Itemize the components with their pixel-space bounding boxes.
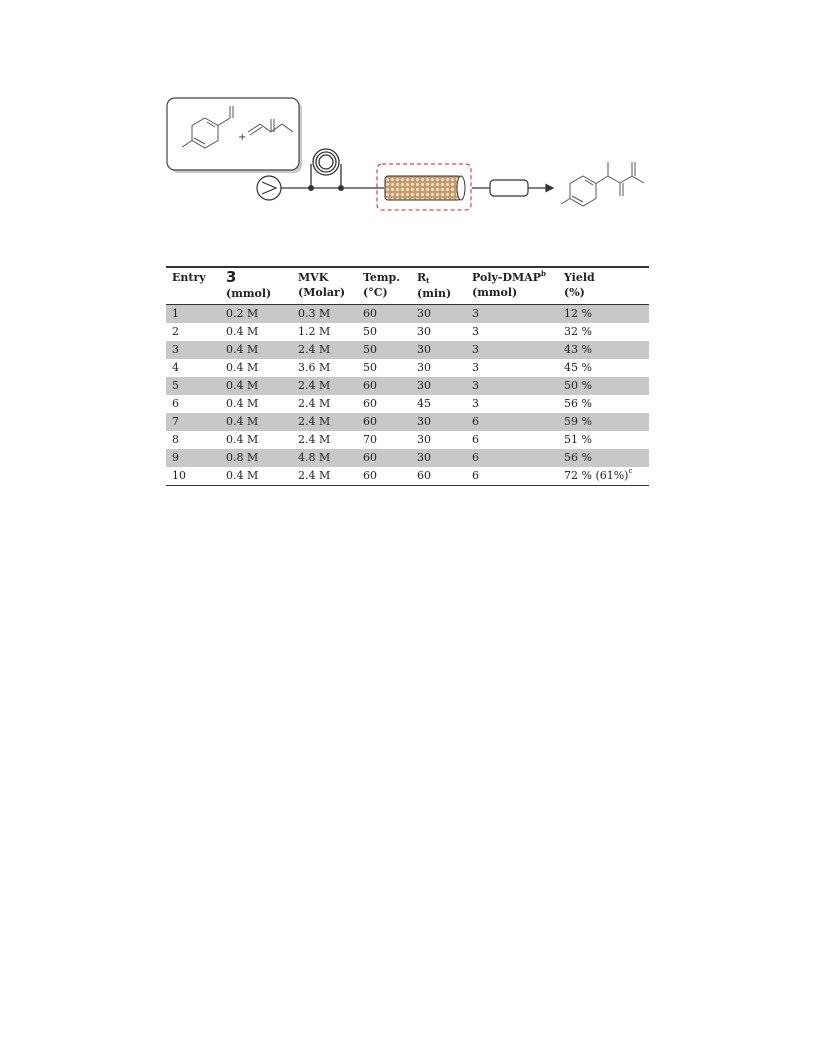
mvk-cell: 3.6 M (298, 361, 331, 374)
header-mvk: MVK (Molar) (298, 271, 346, 299)
header-entry: Entry (172, 271, 206, 284)
yield-cell: 56 % (564, 451, 592, 464)
yield-cell: 45 % (564, 361, 592, 374)
temperature-cell: 60 (363, 397, 377, 410)
temperature-cell: 50 (363, 361, 377, 374)
entry-cell: 8 (172, 433, 179, 446)
table-row (166, 305, 649, 324)
table-row (166, 323, 649, 341)
entry-cell: 2 (172, 325, 179, 338)
entry-cell: 3 (172, 343, 179, 356)
substrate-cell: 0.4 M (226, 379, 259, 392)
entry-cell: 1 (172, 307, 179, 320)
mvk-cell: 2.4 M (298, 415, 331, 428)
mvk-cell: 2.4 M (298, 379, 331, 392)
table-row (166, 341, 649, 359)
header-temperature: Temp. (°C) (363, 271, 401, 299)
yield-cell: 32 % (564, 325, 592, 338)
mvk-cell: 2.4 M (298, 469, 331, 482)
mvk-cell: 4.8 M (298, 451, 331, 464)
poly-dmap-cell: 6 (472, 433, 479, 446)
pump-icon (257, 176, 281, 200)
residence-time-cell: 30 (417, 325, 431, 338)
yield-cell: 59 % (564, 415, 592, 428)
poly-dmap-cell: 3 (472, 397, 479, 410)
yield-cell: 51 % (564, 433, 592, 446)
entry-cell: 5 (172, 379, 179, 392)
header-substrate-3: 3 (mmol) (226, 268, 272, 300)
residence-time-cell: 30 (417, 361, 431, 374)
residence-time-cell: 45 (417, 397, 431, 410)
results-table (166, 266, 649, 486)
table-row (166, 467, 649, 486)
mvk-cell: 2.4 M (298, 343, 331, 356)
mvk-cell: 2.4 M (298, 433, 331, 446)
mvk-cell: 2.4 M (298, 397, 331, 410)
residence-time-cell: 30 (417, 379, 431, 392)
poly-dmap-cell: 6 (472, 415, 479, 428)
poly-dmap-cell: 3 (472, 307, 479, 320)
entry-cell: 10 (172, 469, 186, 482)
poly-dmap-cell: 6 (472, 451, 479, 464)
product-structure (561, 162, 644, 206)
header-poly-dmap: Poly-DMAP$^b$ (mmol) (472, 269, 546, 299)
table-row (166, 431, 649, 449)
temperature-cell: 60 (363, 379, 377, 392)
yield-cell: 43 % (564, 343, 592, 356)
plus-sign: + (238, 132, 247, 143)
header-yield: Yield (%) (564, 271, 595, 299)
mvk-cell: 0.3 M (298, 307, 331, 320)
entry-cell: 6 (172, 397, 179, 410)
substrate-cell: 0.8 M (226, 451, 259, 464)
substrate-cell: 0.4 M (226, 325, 259, 338)
temperature-cell: 60 (363, 415, 377, 428)
entry-cell: 9 (172, 451, 179, 464)
substrate-cell: 0.4 M (226, 433, 259, 446)
coil-reactor-icon (309, 149, 344, 190)
temperature-cell: 70 (363, 433, 377, 446)
yield-cell: 50 % (564, 379, 592, 392)
residence-time-cell: 30 (417, 343, 431, 356)
poly-dmap-cell: 3 (472, 325, 479, 338)
residence-time-cell: 30 (417, 415, 431, 428)
substrate-cell: 0.4 M (226, 361, 259, 374)
substrate-cell: 0.4 M (226, 469, 259, 482)
yield-cell: 56 % (564, 397, 592, 410)
packed-column-icon (377, 164, 471, 210)
temperature-cell: 60 (363, 307, 377, 320)
entry-cell: 7 (172, 415, 179, 428)
poly-dmap-cell: 3 (472, 343, 479, 356)
residence-time-cell: 60 (417, 469, 431, 482)
residence-time-cell: 30 (417, 433, 431, 446)
residence-time-cell: 30 (417, 451, 431, 464)
temperature-cell: 60 (363, 469, 377, 482)
temperature-cell: 50 (363, 325, 377, 338)
poly-dmap-cell: 3 (472, 379, 479, 392)
yield-cell: 72 % $(61\%)^c$ (564, 467, 633, 482)
substrate-cell: 0.4 M (226, 343, 259, 356)
header-residence-time: $R_t$ (min) (417, 271, 452, 300)
temperature-cell: 60 (363, 451, 377, 464)
poly-dmap-cell: 3 (472, 361, 479, 374)
substrate-cell: 0.4 M (226, 415, 259, 428)
temperature-cell: 50 (363, 343, 377, 356)
substrate-cell: 0.2 M (226, 307, 259, 320)
mvk-cell: 1.2 M (298, 325, 331, 338)
back-pressure-regulator-icon (490, 180, 528, 196)
table-header-row (166, 267, 649, 305)
substrate-cell: 0.4 M (226, 397, 259, 410)
residence-time-cell: 30 (417, 307, 431, 320)
poly-dmap-cell: 6 (472, 469, 479, 482)
table-row (166, 359, 649, 377)
entry-cell: 4 (172, 361, 179, 374)
footnote-c-marker: c (628, 467, 633, 475)
reactant-box (167, 98, 302, 173)
table-row (166, 413, 649, 431)
yield-cell: 12 % (564, 307, 592, 320)
table-row (166, 377, 649, 395)
flow-scheme (160, 92, 660, 252)
table-row (166, 449, 649, 467)
table-row (166, 395, 649, 413)
